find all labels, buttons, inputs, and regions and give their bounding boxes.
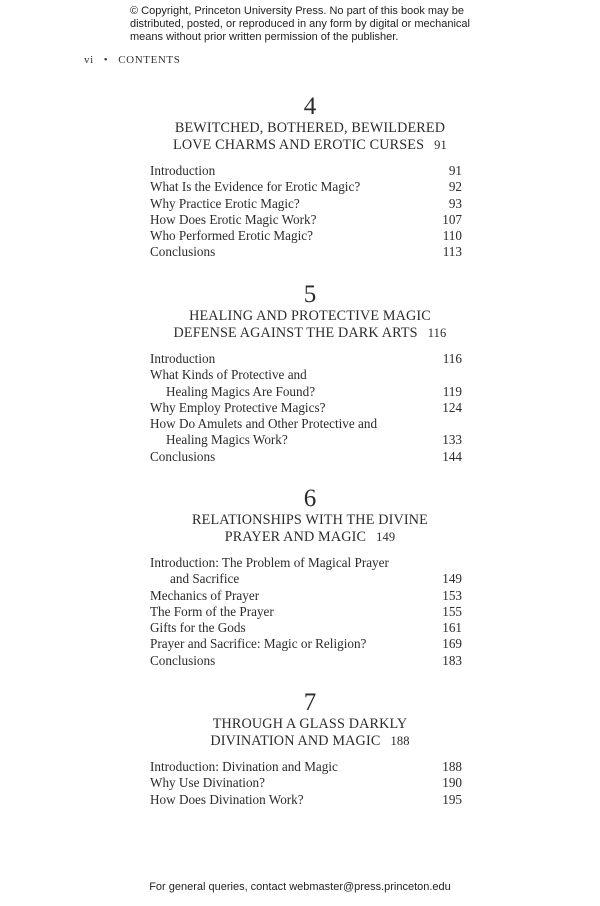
toc-entries xyxy=(150,555,462,669)
chapter-number: 7 xyxy=(303,689,317,716)
toc-entry[interactable]: How Do Amulets and Other Protective and xyxy=(150,416,378,432)
chapter-title-line1: RELATIONSHIPS WITH THE DIVINE xyxy=(192,512,428,528)
toc-entry[interactable]: The Form of the Prayer 155 xyxy=(150,603,462,619)
chapter-title-line2 xyxy=(150,529,462,546)
toc-entry[interactable]: Who Performed Erotic Magic? 110 xyxy=(150,228,462,244)
toc-entries xyxy=(150,759,462,808)
toc-entry[interactable]: Introduction 116 xyxy=(150,351,462,366)
chapter-title-line1: THROUGH A GLASS DARKLY xyxy=(212,716,408,732)
chapter-title-text: LOVE CHARMS AND EROTIC CURSES xyxy=(173,136,425,153)
bullet-separator: • xyxy=(103,54,109,66)
toc-entry[interactable]: Mechanics of Prayer 153 xyxy=(150,587,462,603)
chapter-page[interactable]: 188 xyxy=(390,733,410,748)
copyright-line: means without prior written permission of the publisher. xyxy=(130,31,399,44)
toc-entry-continuation[interactable]: Healing Magics Work? 133 xyxy=(166,432,462,448)
footer-contact: For general queries, contact webmaster@press.princeton.edu xyxy=(149,881,451,893)
toc-entry[interactable]: What Kinds of Protective and xyxy=(150,367,307,383)
chapter-number: 6 xyxy=(303,485,317,512)
toc-entry-continuation[interactable]: Healing Magics Are Found? 119 xyxy=(166,383,462,399)
chapter-number: 5 xyxy=(303,281,317,308)
chapter-5 xyxy=(150,282,462,465)
toc-entries xyxy=(150,351,462,465)
toc-entry[interactable]: How Does Divination Work? 195 xyxy=(150,791,462,807)
chapter-title-line1: HEALING AND PROTECTIVE MAGIC xyxy=(189,308,431,324)
copyright-line: distributed, posted, or reproduced in any form by digital or mechanical xyxy=(130,18,470,31)
chapter-page[interactable]: 91 xyxy=(434,137,447,152)
toc-entry[interactable]: Gifts for the Gods 161 xyxy=(150,620,462,636)
toc-entries xyxy=(150,163,462,261)
chapter-title-line2 xyxy=(150,325,462,342)
toc-entry[interactable]: Conclusions 113 xyxy=(150,244,462,260)
toc-entry[interactable]: Conclusions 183 xyxy=(150,652,462,668)
chapter-page[interactable]: 116 xyxy=(427,325,447,340)
chapter-title-text: DIVINATION AND MAGIC xyxy=(210,732,381,749)
copyright-line: © Copyright, Princeton University Press. No part of this book may be xyxy=(130,5,464,17)
toc-entry[interactable]: How Does Erotic Magic Work? 107 xyxy=(150,211,462,227)
chapter-title-text: DEFENSE AGAINST THE DARK ARTS xyxy=(173,324,418,341)
chapter-title-line2 xyxy=(150,137,462,154)
chapter-title-line1: BEWITCHED, BOTHERED, BEWILDERED xyxy=(174,120,446,136)
toc-entry[interactable]: Why Use Divination? 190 xyxy=(150,775,462,791)
chapter-6 xyxy=(150,486,462,669)
page-number: vi xyxy=(84,54,94,66)
chapter-title-text: PRAYER AND MAGIC xyxy=(224,528,367,545)
toc-entry[interactable]: Introduction: Divination and Magic 188 xyxy=(150,759,462,774)
chapter-title-line2 xyxy=(150,733,462,750)
chapter-page[interactable]: 149 xyxy=(376,529,396,544)
toc-entry[interactable]: Why Practice Erotic Magic? 93 xyxy=(150,195,462,211)
chapter-7 xyxy=(150,690,462,808)
copyright-notice xyxy=(130,5,480,45)
toc-entry[interactable]: Introduction 91 xyxy=(150,163,462,178)
toc-entry-continuation[interactable]: and Sacrifice 149 xyxy=(170,571,462,587)
toc-entry[interactable]: What Is the Evidence for Erotic Magic? 92 xyxy=(150,179,462,195)
toc-entry[interactable]: Why Employ Protective Magics? 124 xyxy=(150,399,462,415)
running-head xyxy=(84,54,180,66)
toc-entry[interactable]: Introduction: The Problem of Magical Prayer xyxy=(150,555,389,570)
chapter-number: 4 xyxy=(303,93,317,120)
section-title: CONTENTS xyxy=(118,54,181,66)
toc-entry[interactable]: Conclusions 144 xyxy=(150,448,462,464)
toc-entry[interactable]: Prayer and Sacrifice: Magic or Religion? 169 xyxy=(150,636,462,652)
chapter-4 xyxy=(150,94,462,261)
